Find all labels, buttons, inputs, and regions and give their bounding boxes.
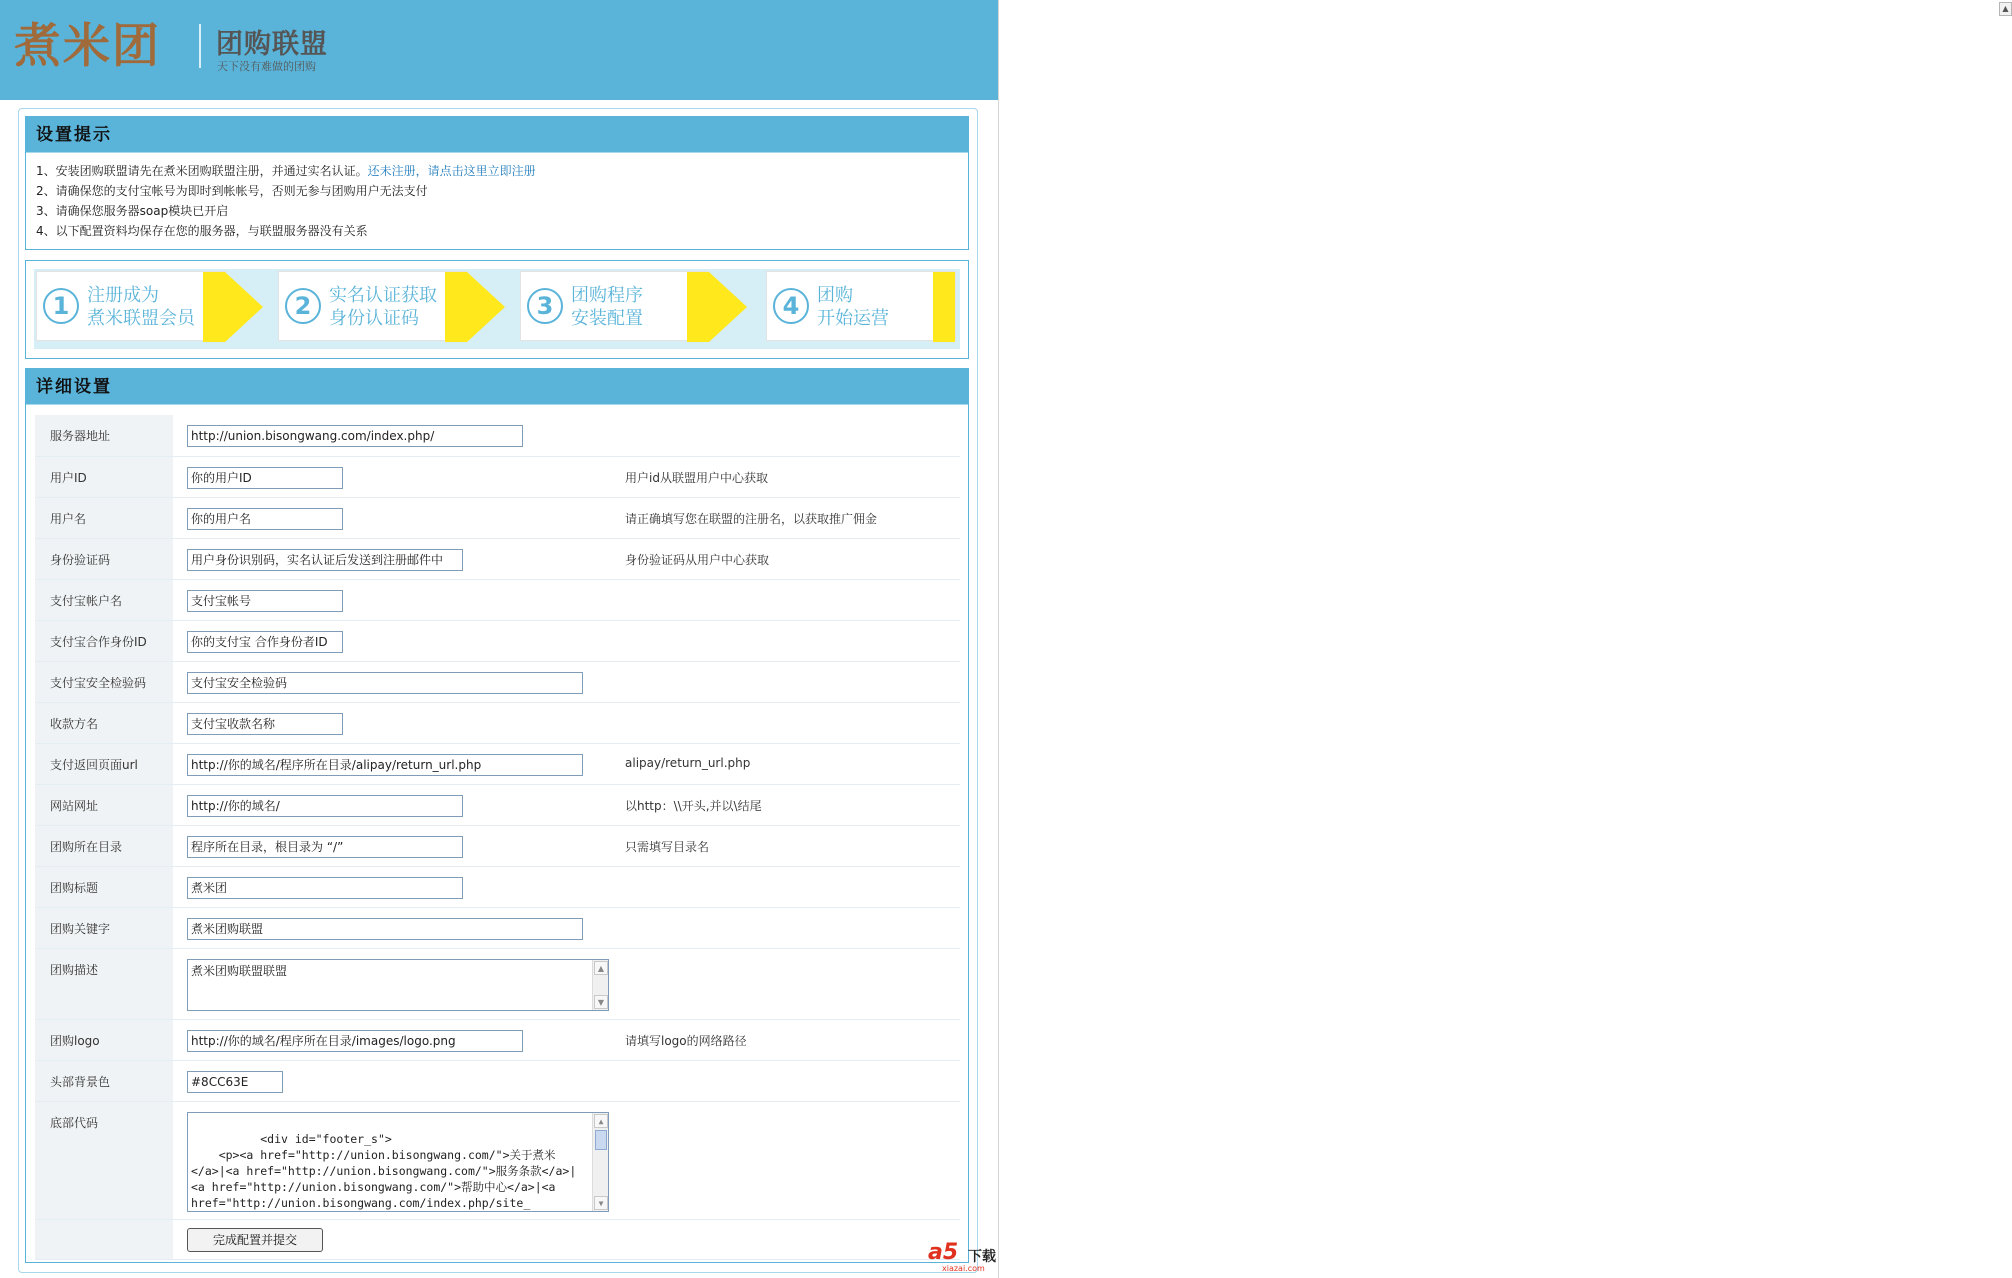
form-row-header-color: [35, 1060, 960, 1101]
form-row-alipay-key: [35, 661, 960, 702]
keywords-input[interactable]: [187, 918, 583, 940]
form-row-alipay-partner-id: [35, 620, 960, 661]
form-row-keywords: [35, 907, 960, 948]
step-number: 3: [527, 288, 563, 324]
scroll-down-icon[interactable]: ▼: [594, 1196, 608, 1210]
step-2: [278, 271, 468, 341]
field-hint: [623, 1219, 960, 1259]
tip-item: 4、以下配置资料均保存在您的服务器，与联盟服务器没有关系: [36, 224, 368, 238]
form-row-logo: [35, 1019, 960, 1060]
alipay-account-input[interactable]: [187, 590, 343, 612]
field-hint: [623, 415, 960, 456]
step-1: [36, 271, 226, 341]
logo: [14, 18, 182, 76]
field-label: 服务器地址: [35, 415, 173, 456]
field-hint: 以http：\\开头,并以\结尾: [623, 784, 960, 825]
step-accent-bar: [687, 272, 709, 342]
auth-code-input[interactable]: [187, 549, 463, 571]
step-label: 团购 开始运营: [817, 285, 889, 329]
field-hint: [623, 948, 960, 1019]
textarea-scrollbar[interactable]: [592, 1113, 608, 1211]
alipay-partner-id-input[interactable]: [187, 631, 343, 653]
field-label: 支付宝帐户名: [35, 579, 173, 620]
site-url-input[interactable]: [187, 795, 463, 817]
step-accent-bar: [445, 272, 467, 342]
step-number: 2: [285, 288, 321, 324]
step-3: [520, 271, 710, 341]
server-url-input[interactable]: [187, 425, 523, 447]
field-hint: [623, 620, 960, 661]
field-label: 底部代码: [35, 1101, 173, 1219]
scroll-up-arrow-icon[interactable]: ▲: [1999, 2, 2012, 16]
header-color-input[interactable]: [187, 1071, 283, 1093]
setup-steps-banner: [25, 260, 969, 359]
field-label: 支付宝合作身份ID: [35, 620, 173, 661]
form-row-server-url: [35, 415, 960, 456]
form-row-payee-name: [35, 702, 960, 743]
step-label: 团购程序 安装配置: [571, 285, 643, 329]
form-row-title: [35, 866, 960, 907]
step-arrow-icon: [709, 272, 747, 342]
textarea-scrollbar[interactable]: [592, 960, 608, 1010]
field-hint: [623, 907, 960, 948]
settings-form: [35, 415, 960, 1260]
tip-item: 1、安装团购联盟请先在煮米团购联盟注册，并通过实名认证。还未注册，请点击这里立即注册: [36, 164, 536, 178]
field-label: 支付宝安全检验码: [35, 661, 173, 702]
field-label: 团购logo: [35, 1019, 173, 1060]
field-hint: 用户id从联盟用户中心获取: [623, 456, 960, 497]
watermark-label: 下载: [968, 1249, 996, 1265]
watermark-sub: xiazai.com: [942, 1264, 985, 1273]
field-label: 团购描述: [35, 948, 173, 1019]
install-dir-input[interactable]: [187, 836, 463, 858]
field-label: 身份验证码: [35, 538, 173, 579]
watermark-logo: a5: [928, 1240, 959, 1265]
step-label: 实名认证获取 身份认证码: [329, 285, 437, 329]
field-label: 团购标题: [35, 866, 173, 907]
step-accent-bar: [203, 272, 225, 342]
field-label: 团购所在目录: [35, 825, 173, 866]
field-hint: [623, 702, 960, 743]
return-url-input[interactable]: [187, 754, 583, 776]
field-hint: 请填写logo的网络路径: [623, 1019, 960, 1060]
brand-name: 团购联盟: [216, 29, 328, 60]
field-label-empty: [35, 1219, 173, 1259]
description-textarea[interactable]: 煮米团购联盟联盟 ▲ ▼: [187, 959, 609, 1011]
step-accent-bar: [933, 272, 955, 342]
alipay-key-input[interactable]: [187, 672, 583, 694]
form-row-site-url: [35, 784, 960, 825]
logo-url-input[interactable]: [187, 1030, 523, 1052]
form-row-description: [35, 948, 960, 1019]
scroll-up-icon[interactable]: ▲: [594, 1114, 608, 1128]
site-header: [0, 0, 998, 100]
payee-name-input[interactable]: [187, 713, 343, 735]
brand-slogan: 天下没有难做的团购: [217, 60, 316, 73]
form-row-install-dir: [35, 825, 960, 866]
field-hint: [623, 661, 960, 702]
tip-item: 2、请确保您的支付宝帐号为即时到帐帐号，否则无参与团购用户无法支付: [36, 184, 428, 198]
form-row-user-id: [35, 456, 960, 497]
page-scrollbar[interactable]: [998, 0, 2009, 1278]
setup-tips-title: 设置提示: [26, 117, 968, 153]
field-label: 头部背景色: [35, 1060, 173, 1101]
form-row-return-url: [35, 743, 960, 784]
scroll-up-icon[interactable]: ▲: [594, 961, 608, 975]
field-label: 用户ID: [35, 456, 173, 497]
step-arrow-icon: [467, 272, 505, 342]
step-4: [766, 271, 956, 341]
logo-divider: [199, 24, 201, 68]
tip-item: 3、请确保您服务器soap模块已开启: [36, 204, 229, 218]
detail-settings-title: 详细设置: [26, 369, 968, 405]
form-row-username: [35, 497, 960, 538]
user-id-input[interactable]: [187, 467, 343, 489]
logo-text: 煮米团: [14, 19, 161, 74]
setup-tips-list: [26, 153, 968, 249]
form-row-submit: [35, 1219, 960, 1259]
field-hint: [623, 866, 960, 907]
form-row-alipay-account: [35, 579, 960, 620]
scroll-down-icon[interactable]: ▼: [594, 995, 608, 1009]
submit-config-button[interactable]: 完成配置并提交: [187, 1228, 323, 1252]
field-hint: 身份验证码从用户中心获取: [623, 538, 960, 579]
form-row-footer-code: [35, 1101, 960, 1219]
step-arrow-icon: [225, 272, 263, 342]
field-hint: alipay/return_url.php: [623, 743, 960, 784]
detail-settings-panel: [25, 368, 969, 1263]
field-hint: [623, 1060, 960, 1101]
site-watermark: [928, 1240, 1008, 1274]
field-label: 网站网址: [35, 784, 173, 825]
group-title-input[interactable]: [187, 877, 463, 899]
setup-tips-panel: [25, 116, 969, 250]
step-label: 注册成为 煮米联盟会员: [87, 285, 195, 329]
register-link[interactable]: 还未注册，请点击这里立即注册: [367, 164, 536, 178]
step-number: 4: [773, 288, 809, 324]
field-label: 团购关键字: [35, 907, 173, 948]
scroll-thumb[interactable]: [595, 1130, 607, 1150]
field-hint: 请正确填写您在联盟的注册名，以获取推广佣金: [623, 497, 960, 538]
field-hint: 只需填写目录名: [623, 825, 960, 866]
field-label: 支付返回页面url: [35, 743, 173, 784]
footer-code-textarea[interactable]: <div id="footer_s"> <p><a href="http://union.bisongwang.com/">关于煮米</a>|<a href="http://union.bisongwang.com/">服务条款</a>|<a href="http://union.bisongwang.com/">帮助中心</a>|<a href="http://union.bisongwang.com/index.php/site_ ▲ ▼: [187, 1112, 609, 1212]
field-hint: [623, 579, 960, 620]
step-number: 1: [43, 288, 79, 324]
form-row-auth-code: [35, 538, 960, 579]
field-label: 收款方名: [35, 702, 173, 743]
username-input[interactable]: [187, 508, 343, 530]
field-label: 用户名: [35, 497, 173, 538]
